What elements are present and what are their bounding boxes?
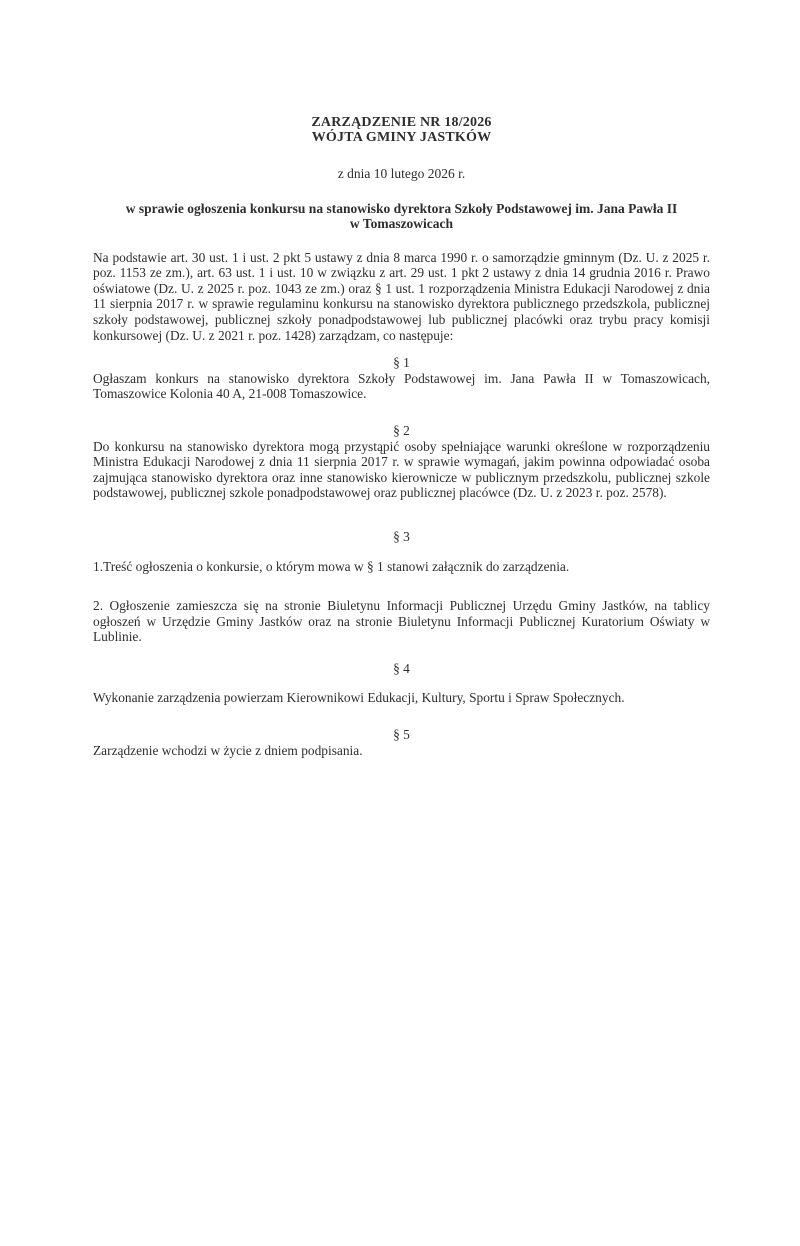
section-2-marker: § 2: [393, 422, 410, 438]
section-3-point-1: 1.Treść ogłoszenia o konkursie, o którym mowa w § 1 stanowi załącznik do zarządzenia.: [93, 558, 570, 574]
document-page: [0, 115, 800, 1246]
legal-basis-paragraph: Na podstawie art. 30 ust. 1 i ust. 2 pkt 5 ustawy z dnia 8 marca 1990 r. o samorządzie gminnym (Dz. U. z 2025 r. poz. 1153 ze zm.), art. 63 ust. 1 i ust. 10 w związku z art. 29 ust. 1 pkt 2 ustawy z dnia 14 grudnia 2016 r. Prawo oświatowe (Dz. U. z 2025 r. poz. 1043 ze zm.) oraz § 1 ust. 1 rozporządzenia Ministra Edukacji Narodowej z dnia 11 sierpnia 2017 r. w sprawie regulaminu konkursu na stanowisko dyrektora publicznego przedszkola, publicznej szkoły podstawowej, publicznej szkoły ponadpodstawowej lub publicznej placówki oraz trybu pracy komisji konkursowej (Dz. U. z 2021 r. poz. 1428) zarządzam, co następuje:: [93, 249, 710, 343]
ordinance-subject-block: [93, 201, 710, 232]
section-2-text: Do konkursu na stanowisko dyrektora mogą przystąpić osoby spełniające warunki określone w rozporządzeniu Ministra Edukacji Narodowej z dnia 11 sierpnia 2017 r. w sprawie wymagań, jakim powinna odpowiadać osoba zajmująca stanowisko dyrektora oraz inne stanowisko kierownicze w publicznym przedszkolu, publicznej szkole podstawowej, publicznej szkole ponadpodstawowej oraz publicznej placówce (Dz. U. z 2023 r. poz. 2578).: [93, 438, 710, 501]
ordinance-date: z dnia 10 lutego 2026 r.: [337, 166, 466, 181]
ordinance-issuer: WÓJTA GMINY JASTKÓW: [311, 130, 492, 145]
section-1-marker: § 1: [393, 355, 410, 371]
ordinance-title-block: [93, 115, 710, 145]
ordinance-subject-line1: w sprawie ogłoszenia konkursu na stanowisko dyrektora Szkoły Podstawowej im. Jana Pawła II: [125, 200, 678, 216]
ordinance-title: ZARZĄDZENIE NR 18/2026: [311, 115, 492, 130]
section-3-point-2: 2. Ogłoszenie zamieszcza się na stronie Biuletynu Informacji Publicznej Urzędu Gminy Jastków, na tablicy ogłoszeń w Urzędzie Gminy Jastków oraz na stronie Biuletynu Informacji Publicznej Kuratorium Oświaty w Lublinie.: [93, 598, 710, 645]
section-1-text: Ogłaszam konkurs na stanowisko dyrektora Szkoły Podstawowej im. Jana Pawła II w Tomaszowicach, Tomaszowice Kolonia 40 A, 21-008 Tomaszowice.: [93, 370, 710, 402]
section-3-marker: § 3: [393, 528, 410, 544]
section-4-marker: § 4: [393, 660, 410, 676]
section-5-marker: § 5: [393, 727, 410, 743]
section-5-text: Zarządzenie wchodzi w życie z dniem podpisania.: [93, 742, 363, 758]
section-4-text: Wykonanie zarządzenia powierzam Kierownikowi Edukacji, Kultury, Sportu i Spraw Społecznych.: [93, 690, 625, 706]
ordinance-subject-line2: w Tomaszowicach: [349, 216, 454, 232]
